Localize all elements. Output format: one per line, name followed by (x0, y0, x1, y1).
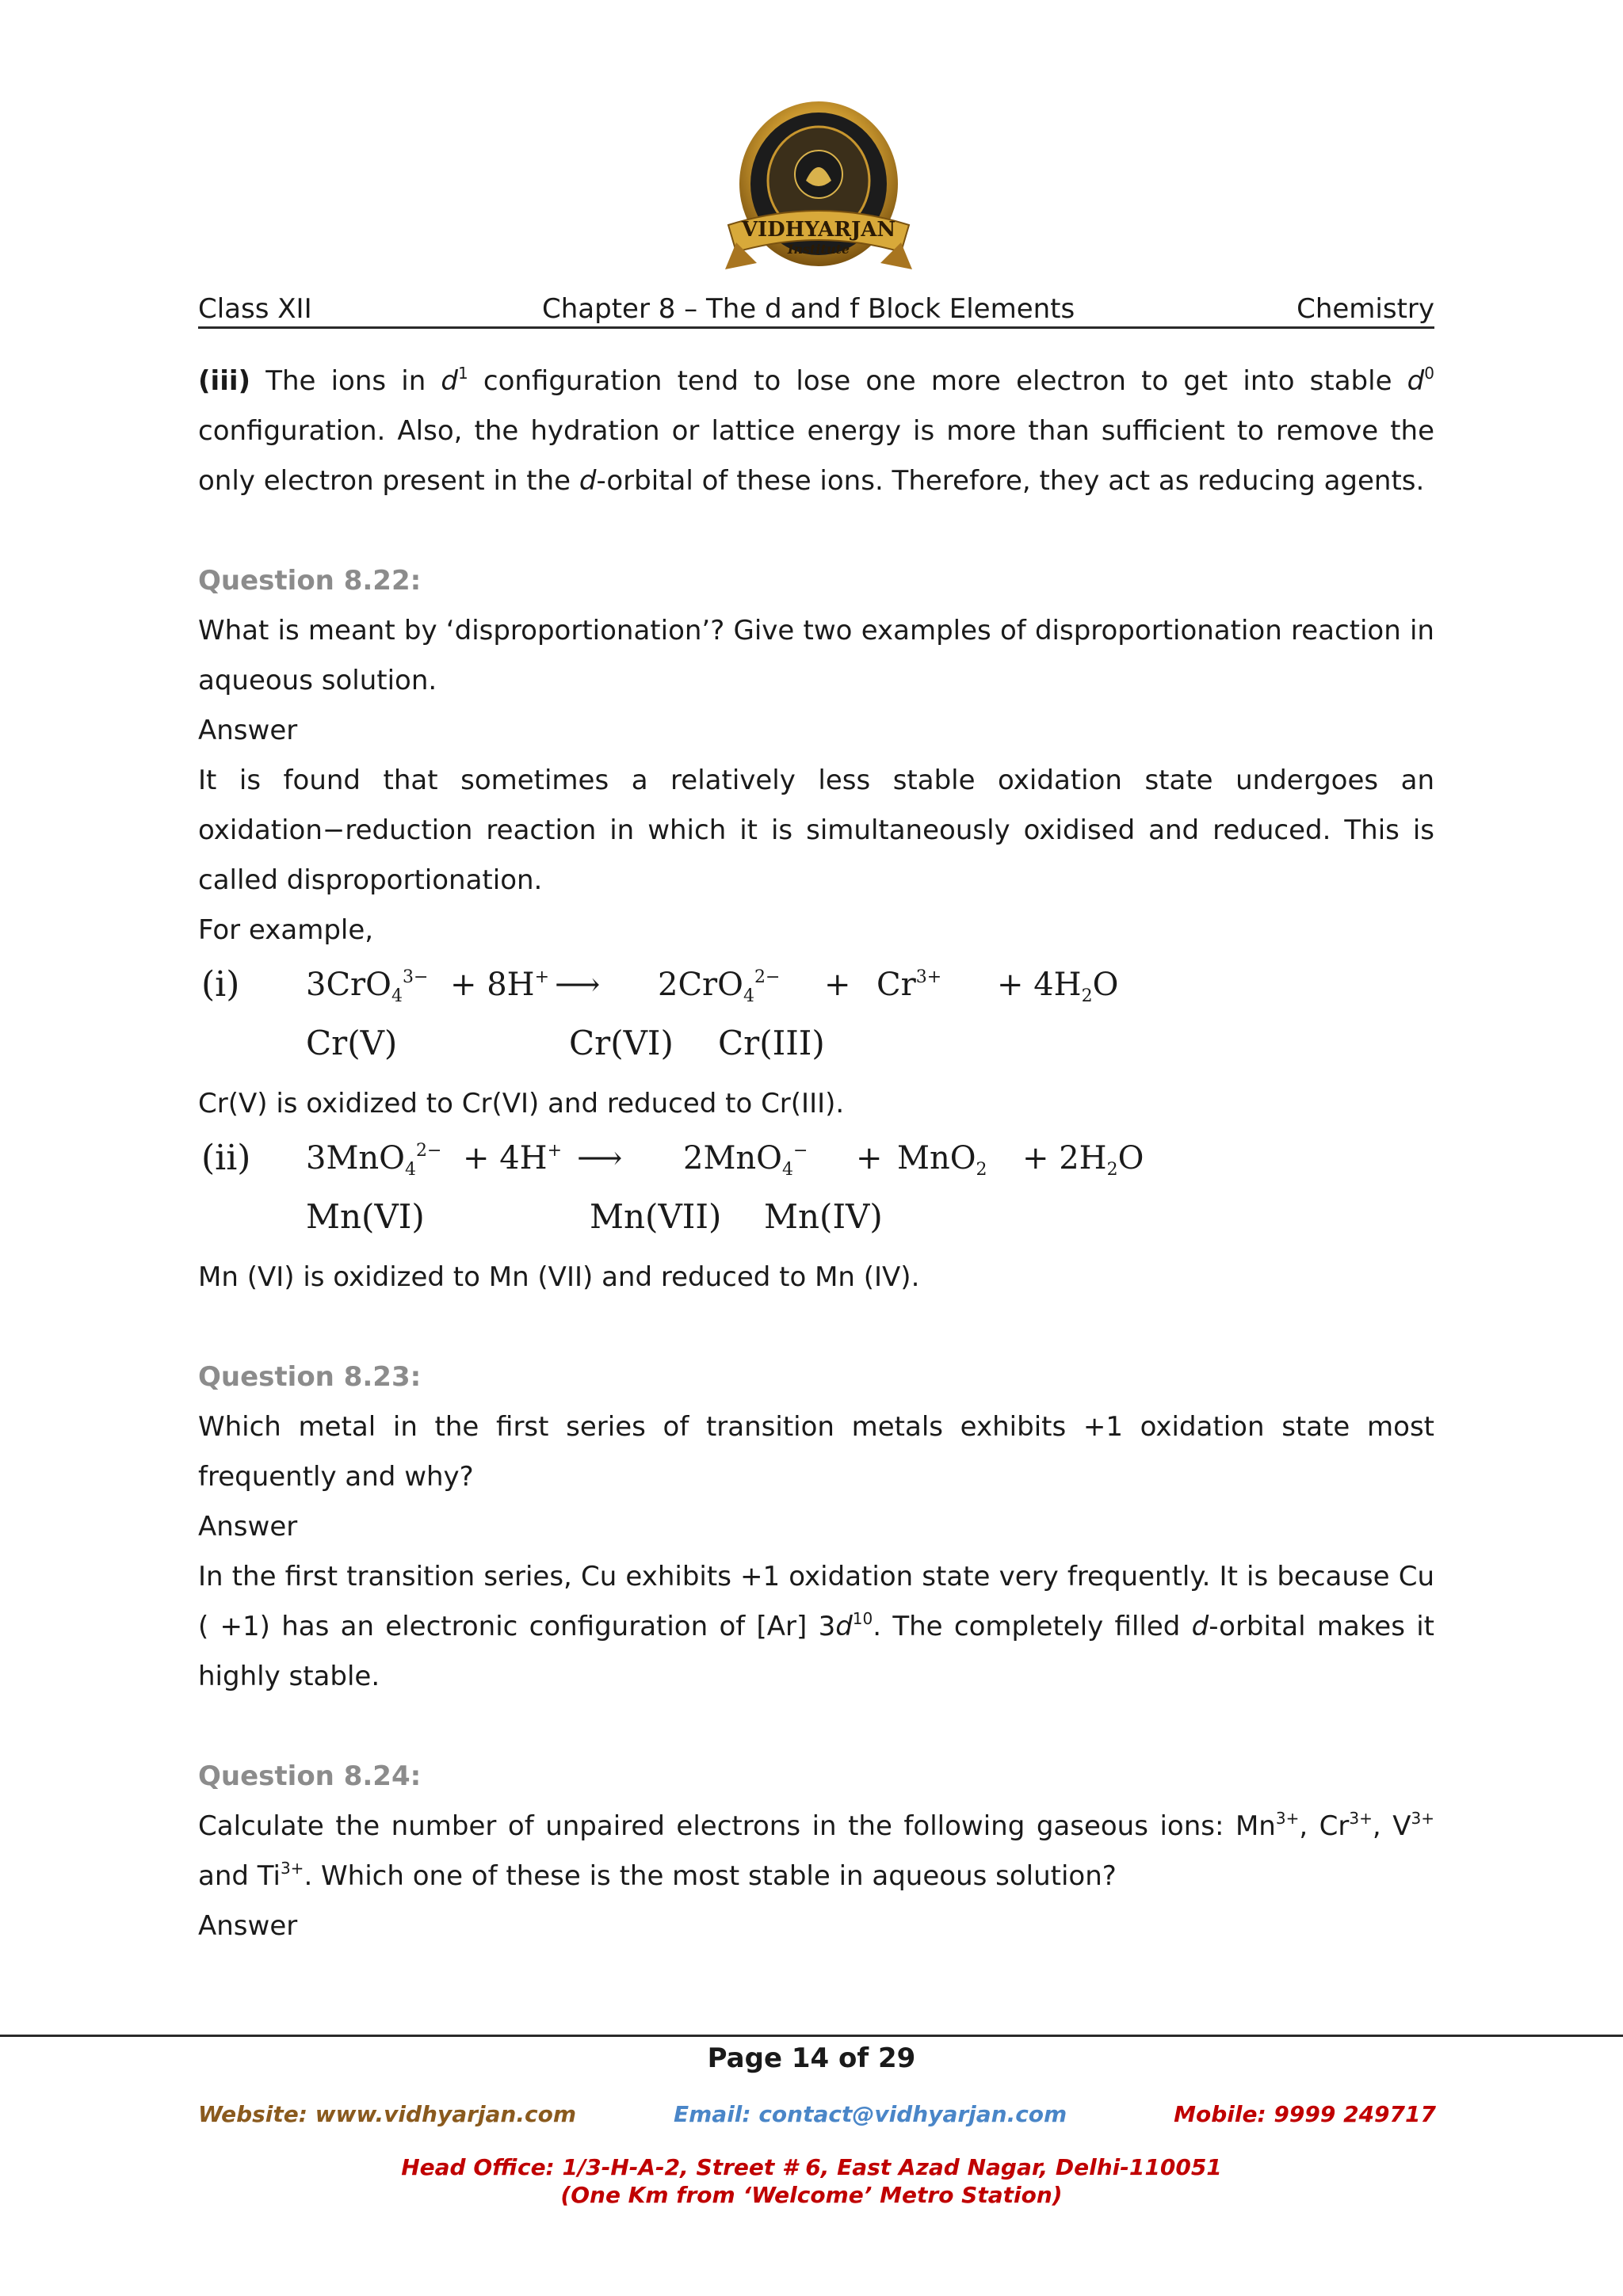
footer-website[interactable]: Website: www.vidhyarjan.com (198, 2101, 577, 2127)
subscript: 4 (404, 1160, 416, 1180)
page-header (198, 293, 1434, 329)
d-symbol: d (1191, 1611, 1209, 1642)
charge: 2− (415, 1141, 442, 1161)
question-text-8-24 (198, 1802, 1434, 1901)
text-fragment: . The completely filled (873, 1611, 1192, 1642)
formula: O (1092, 967, 1119, 1003)
reaction-arrow: ⟶ (555, 967, 601, 1003)
vidhyarjan-logo (712, 101, 925, 292)
superscript: 10 (852, 1609, 873, 1628)
example-intro: For example, (198, 914, 374, 946)
reactant (306, 960, 428, 1009)
reactant (450, 960, 549, 1009)
formula: 3MnO (306, 1140, 405, 1177)
note-manganese: Mn (VI) is oxidized to Mn (VII) and reduced to Mn (IV). (198, 1261, 920, 1293)
logo-text-institute: Institute (787, 242, 850, 257)
text-fragment: Calculate the number of unpaired electrons in the following gaseous ions: Mn (198, 1810, 1276, 1842)
header-class: Class XII (198, 293, 312, 325)
page-number: Page 14 of 29 (707, 2042, 916, 2074)
charge: 2− (754, 967, 781, 987)
charge: − (792, 1141, 808, 1161)
formula: Cr (876, 967, 916, 1003)
question-text-8-23: Which metal in the first series of transition metals exhibits +1 oxidation state most frequently and why? (198, 1411, 1434, 1493)
product (658, 960, 780, 1009)
d-symbol: d (1407, 365, 1425, 397)
product (1022, 1134, 1144, 1183)
superscript: 3+ (1349, 1809, 1373, 1828)
product (997, 960, 1118, 1009)
address-line-1: Head Office: 1/3-H-A-2, Street # 6, East Azad Nagar, Delhi-110051 (401, 2154, 1222, 2180)
subscript: 4 (781, 1160, 793, 1180)
header-subject: Chemistry (1296, 293, 1434, 325)
charge: 3+ (915, 967, 942, 987)
answer-label: Answer (198, 715, 298, 746)
address-line-2: (One Km from ‘Welcome’ Metro Station) (560, 2182, 1063, 2208)
superscript: 3+ (1411, 1809, 1434, 1828)
formula: + 2H (1022, 1140, 1107, 1177)
formula: O (1117, 1140, 1144, 1177)
formula: + 8H (450, 967, 535, 1003)
superscript: 0 (1424, 364, 1434, 383)
equation-2 (198, 1134, 1434, 1251)
oxidation-state: Cr(III) (718, 1024, 825, 1062)
footer-address (0, 2153, 1623, 2209)
superscript: 3+ (1275, 1809, 1300, 1828)
text-fragment: configuration. Also, the hydration or lattice energy is more than sufficient to remove the only electron present in the (198, 415, 1434, 497)
formula: 2MnO (683, 1140, 782, 1177)
page-content (198, 357, 1434, 1951)
superscript: 1 (458, 364, 468, 383)
plus-sign: + (824, 967, 851, 1003)
text-fragment: The ions in (250, 365, 441, 397)
answer-text-8-23 (198, 1552, 1434, 1702)
footer-divider (0, 2035, 1623, 2037)
formula: + 4H (463, 1140, 548, 1177)
subscript: 2 (976, 1160, 987, 1180)
product (683, 1134, 808, 1183)
text-fragment: , Cr (1299, 1810, 1350, 1842)
answer-text-8-22: It is found that sometimes a relatively less stable oxidation state undergoes an oxidation−reduction reaction in which it is simultaneously oxidised and reduced. This is called disproportionation. (198, 765, 1434, 896)
text-fragment: , V (1372, 1810, 1411, 1842)
question-heading-8-24: Question 8.24: (198, 1760, 422, 1792)
formula: + 4H (997, 967, 1082, 1003)
charge: + (534, 967, 549, 987)
oxidation-state: Cr(V) (306, 1024, 398, 1062)
text-fragment: In the first transition series, Cu exhibits +1 oxidation state very frequently. It is because Cu ( +1) has an electronic configuration of [Ar] 3 (198, 1561, 1434, 1642)
formula: 3CrO (306, 967, 391, 1003)
note-chromium: Cr(V) is oxidized to Cr(VI) and reduced to Cr(III). (198, 1088, 845, 1119)
d-symbol: d (579, 465, 597, 497)
equation-1 (198, 960, 1434, 1077)
oxidation-state: Cr(VI) (569, 1024, 674, 1062)
oxidation-state: Mn(IV) (764, 1197, 883, 1236)
d-symbol: d (835, 1611, 853, 1642)
reaction-arrow: ⟶ (577, 1140, 623, 1177)
footer-mobile: Mobile: 9999 249717 (1174, 2101, 1436, 2127)
plus-sign: + (856, 1140, 883, 1177)
product (897, 1134, 987, 1183)
subscript: 2 (1106, 1160, 1118, 1180)
reactant (306, 1134, 441, 1183)
charge: + (547, 1141, 562, 1161)
oxidation-state: Mn(VI) (306, 1197, 425, 1236)
oxidation-state: Mn(VII) (590, 1197, 722, 1236)
equation-label: (i) (201, 964, 240, 1005)
text-fragment: configuration tend to lose one more electron to get into stable (468, 365, 1407, 397)
charge: 3− (402, 967, 429, 987)
logo-text-name: VIDHYARJAN (741, 218, 896, 242)
formula: 2CrO (658, 967, 743, 1003)
subscript: 4 (391, 986, 403, 1006)
paragraph-iii (198, 357, 1434, 506)
paragraph-label: (iii) (198, 365, 251, 397)
text-fragment: and Ti (198, 1860, 281, 1892)
equation-label: (ii) (201, 1138, 251, 1178)
answer-label: Answer (198, 1511, 298, 1543)
question-heading-8-22: Question 8.22: (198, 565, 422, 597)
answer-label: Answer (198, 1910, 298, 1942)
subscript: 4 (743, 986, 754, 1006)
text-fragment: . Which one of these is the most stable in aqueous solution? (304, 1860, 1117, 1892)
subscript: 2 (1081, 986, 1093, 1006)
d-symbol: d (441, 365, 458, 397)
text-fragment: -orbital makes it highly stable. (198, 1611, 1434, 1692)
question-heading-8-23: Question 8.23: (198, 1361, 422, 1393)
formula: MnO (897, 1140, 976, 1177)
superscript: 3+ (280, 1859, 304, 1878)
product (876, 960, 941, 1009)
footer-email[interactable]: Email: contact@vidhyarjan.com (674, 2101, 1067, 2127)
reactant (463, 1134, 562, 1183)
header-chapter: Chapter 8 – The d and f Block Elements (542, 293, 1075, 325)
text-fragment: -orbital of these ions. Therefore, they act as reducing agents. (596, 465, 1425, 497)
question-text-8-22: What is meant by ‘disproportionation’? Give two examples of disproportionation reaction in aqueous solution. (198, 615, 1434, 696)
